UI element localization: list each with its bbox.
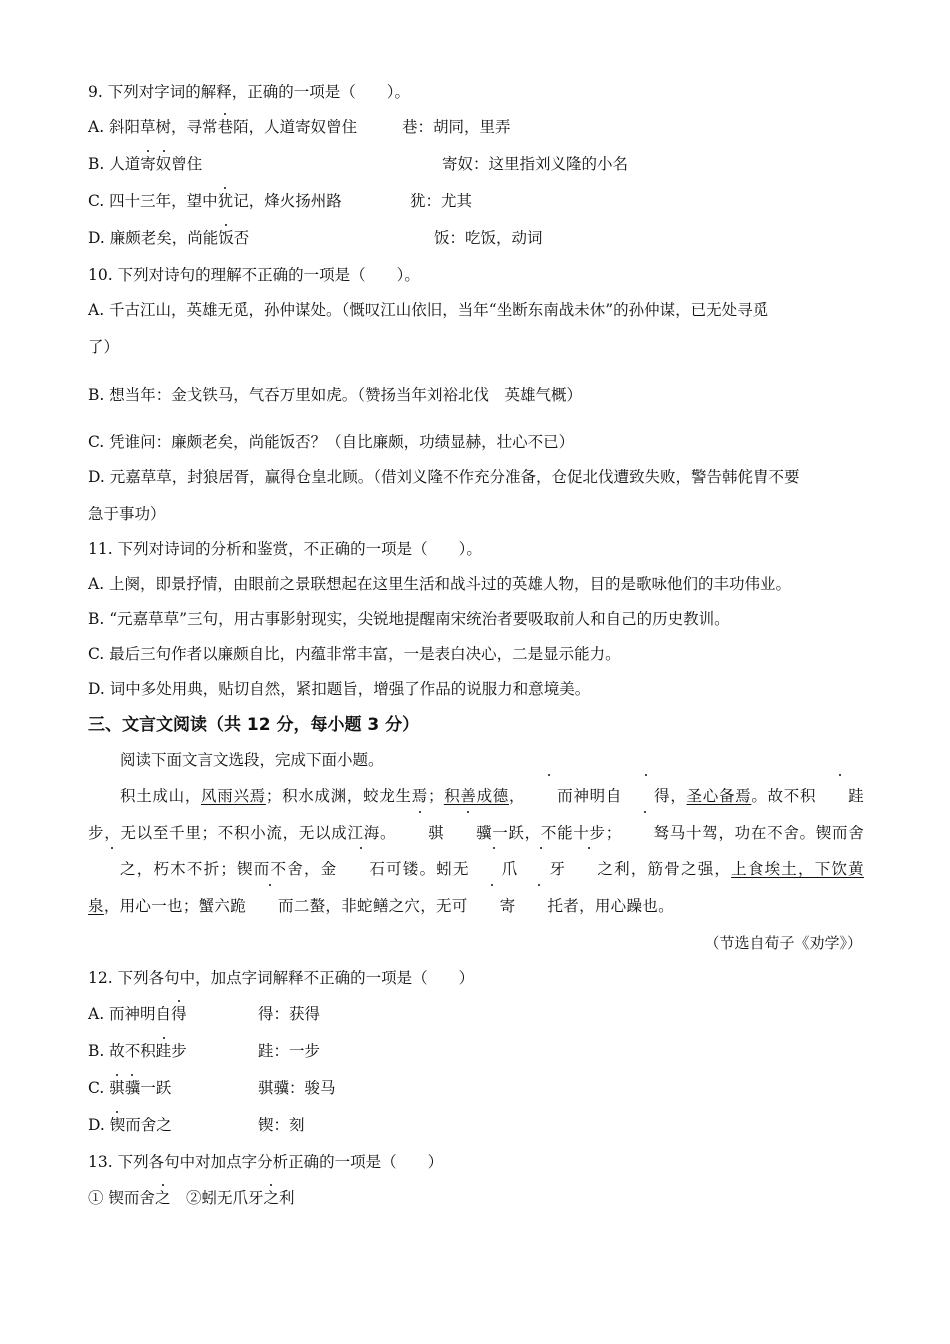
text-segment: 神明自 — [573, 787, 623, 805]
emphasis-dot-char: 牙 — [518, 851, 566, 888]
emphasis-dot-char: 跬 — [155, 1042, 172, 1060]
emphasis-dot-char: 骐 — [109, 1079, 125, 1097]
text-segment: 利 — [278, 1189, 295, 1207]
text-segment: 一跃 — [140, 1079, 172, 1097]
emphasis-dot-char: 巷 — [217, 118, 234, 136]
emphasis-dot-char: 骥 — [444, 815, 492, 852]
q11-option-b: B. “元嘉草草”三句，用古事影射现实，尖锐地提醒南宋统治者要吸取前人和自己的历史教训。 — [88, 610, 730, 628]
q9-option-c — [88, 191, 342, 211]
text-segment: C. 四十三年，望中 — [88, 192, 218, 210]
text-segment: ， — [509, 787, 526, 805]
emphasis-dot-char: 之 — [154, 1189, 171, 1207]
q11-option-a: A. 上阕，即景抒情，由眼前之景联想起在这里生活和战斗过的英雄人物，目的是歌咏他们的丰功伟业。 — [88, 575, 792, 593]
q9-option-b-definition: 寄奴：这里指刘义隆的小名 — [442, 155, 629, 173]
passage-source: （节选自荀子《劝学》） — [704, 934, 862, 952]
q9-option-d-definition: 饭：吃饭，动词 — [434, 229, 543, 247]
q11-stem: 11. 下列对诗词的分析和鉴赏，不正确的一项是（ ）。 — [88, 540, 482, 558]
emphasis-dot-char: 之 — [263, 1189, 279, 1207]
q12-stem: 12. 下列各句中，加点字词解释不正确的一项是（ ） — [88, 969, 475, 987]
q9-option-a — [88, 117, 357, 137]
emphasis-dot-char: 之 — [565, 851, 613, 888]
text-segment: 一跃，不能十步； — [491, 823, 622, 842]
q12-option-a-definition: 得：获得 — [258, 1005, 321, 1023]
q10-stem: 10. 下列对诗句的理解不正确的一项是（ ）。 — [88, 266, 420, 284]
text-segment: C. — [88, 1079, 110, 1097]
text-segment: 马十驾，功在不舍。锲而舍 — [669, 823, 865, 842]
q9-option-d — [88, 228, 249, 248]
q12-option-b — [88, 1041, 187, 1061]
emphasis-dot-char: 奴 — [155, 155, 172, 173]
q11-option-c: C. 最后三句作者以廉颇自比，内蕴非常丰富，一是表白决心，二是显示能力。 — [88, 645, 621, 663]
q9-option-c-definition: 犹：尤其 — [410, 192, 473, 210]
text-segment: 而舍之 — [125, 1116, 172, 1134]
emphasis-dot-char: 而 — [525, 778, 573, 815]
text-segment: ②蚓无爪牙 — [170, 1189, 264, 1207]
text-segment: ；积水成渊，蛟龙生焉； — [265, 787, 444, 805]
reading-instruction: 阅读下面文言文选段，完成下面小题。 — [120, 751, 384, 769]
q12-option-c — [88, 1078, 171, 1098]
emphasis-dot-char: 骐 — [396, 815, 444, 852]
emphasis-dot-char: 托 — [515, 888, 563, 925]
q10-option-d-line1: D. 元嘉草草，封狼居胥，赢得仓皇北顾。（借刘义隆不作充分准备，仓促北伐遭致失败，警告韩侂胄不要 — [88, 468, 800, 486]
q12-option-b-definition: 跬：一步 — [258, 1042, 321, 1060]
text-segment: 步 — [171, 1042, 187, 1060]
emphasis-dot-char: 而 — [246, 888, 294, 925]
q12-option-d — [88, 1115, 172, 1135]
q12-option-d-definition: 锲：刻 — [258, 1116, 305, 1134]
emphasis-dot-char: 饭 — [218, 229, 234, 247]
q9-stem: 9. 下列对字词的解释，正确的一项是（ ）。 — [88, 83, 410, 101]
emphasis-dot-char: 寄 — [140, 155, 156, 173]
text-segment: 积土成山， — [120, 787, 202, 805]
emphasis-dot-char: 得 — [171, 1005, 187, 1023]
section-heading: 三、文言文阅读（共 12 分，每小题 3 分） — [88, 715, 420, 735]
underlined-phrase: 上食埃土，下饮黄泉 — [88, 860, 864, 915]
q10-option-b: B. 想当年：金戈铁马，气吞万里如虎。（赞扬当年刘裕北伐 英雄气概） — [88, 386, 582, 404]
text-segment: ， — [669, 787, 687, 805]
text-segment: ① 锲而舍 — [88, 1189, 155, 1207]
emphasis-dot-char: 寄 — [468, 888, 516, 925]
q9-option-a-definition: 巷：胡同，里弄 — [402, 118, 511, 136]
text-segment: A. 而神明自 — [88, 1005, 172, 1023]
q9-option-b — [88, 154, 202, 174]
emphasis-dot-char: 得 — [622, 778, 670, 815]
emphasis-dot-char: 犹 — [217, 192, 234, 210]
classical-passage — [88, 778, 864, 924]
q11-option-d: D. 词中多处用典，贴切自然，紧扣题旨，增强了作品的说服力和意境美。 — [88, 680, 591, 698]
emphasis-dot-char: 爪 — [470, 851, 518, 888]
emphasis-dot-char: 驽 — [622, 815, 670, 852]
text-segment: 步，无以至千里；不积小流，无以成江海。 — [88, 823, 397, 842]
underlined-phrase: 积善成德 — [443, 787, 510, 805]
q12-option-c-definition: 骐骥：骏马 — [258, 1079, 336, 1097]
text-segment: B. 人道 — [88, 155, 141, 173]
text-segment: 者，用心躁也。 — [563, 896, 674, 915]
text-segment: ，用心一也；蟹六跪 — [103, 896, 247, 915]
text-segment: B. 故不积 — [88, 1042, 156, 1060]
q13-stem: 13. 下列各句中对加点字分析正确的一项是（ ） — [88, 1153, 444, 1171]
text-segment: A. 斜阳草树，寻常 — [88, 118, 218, 136]
emphasis-dot-char: 锲 — [109, 1116, 126, 1134]
text-segment: 陌，人道寄奴曾住 — [233, 118, 358, 136]
emphasis-dot-char: 跬 — [816, 778, 864, 815]
q12-option-a — [88, 1004, 187, 1024]
text-segment: 否 — [233, 229, 250, 247]
text-segment: 。故不积 — [751, 787, 817, 805]
text-segment: 记，烽火扬州路 — [233, 192, 342, 210]
text-segment: 利，筋骨之强， — [613, 860, 732, 878]
text-segment: D. 廉颇老矣，尚能 — [88, 229, 219, 247]
q10-option-a-line1: A. 千古江山，英雄无觅，孙仲谋处。（慨叹江山依旧，当年“坐断东南战未休”的孙仲谋，已无处寻觅 — [88, 301, 769, 319]
emphasis-dot-char: 骥 — [124, 1079, 141, 1097]
q10-option-c: C. 凭谁问：廉颇老矣，尚能饭否？（自比廉颇，功绩显赫，壮心不已） — [88, 433, 575, 451]
text-segment: 二螯，非蛇鳝之穴，无可 — [293, 896, 468, 915]
q10-option-d-line2: 急于事功） — [88, 505, 166, 523]
text-segment: D. — [88, 1116, 110, 1134]
emphasis-dot-char: 之 — [88, 851, 136, 888]
emphasis-dot-char: 石 — [337, 851, 385, 888]
q10-option-a-line2: 了） — [88, 338, 120, 356]
text-segment: ，朽木不折；锲而不舍，金 — [135, 860, 338, 878]
q13-items — [88, 1188, 295, 1208]
text-segment: 曾住 — [171, 155, 203, 173]
underlined-phrase: 圣心备焉 — [686, 787, 752, 805]
underlined-phrase: 风雨兴焉 — [201, 787, 266, 805]
text-segment: 可镂。蚓无 — [385, 860, 470, 878]
